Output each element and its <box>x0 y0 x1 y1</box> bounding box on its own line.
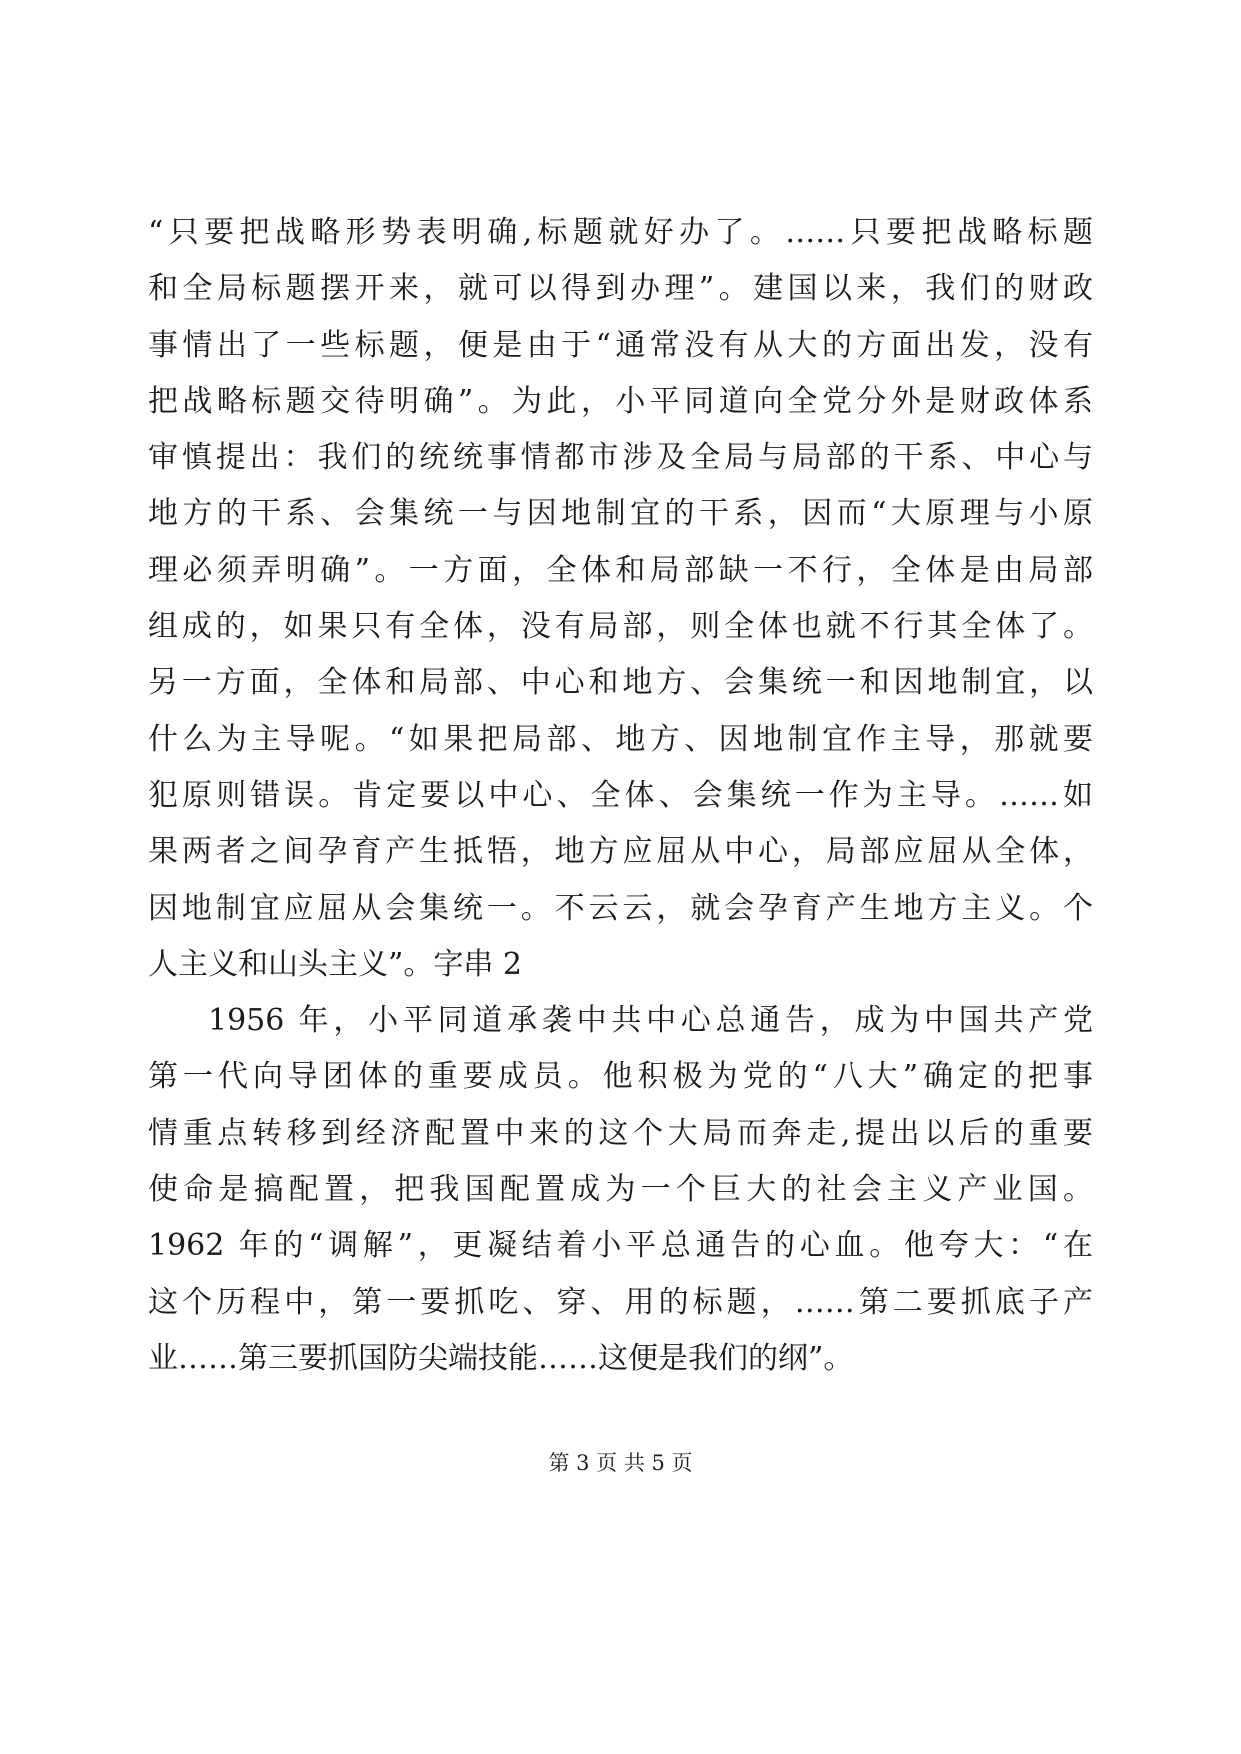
text-line: 犯原则错误。肯定要以中心、全体、会集统一作为主导。……如 <box>148 777 1093 813</box>
text-line: 事情出了一些标题，便是由于“通常没有从大的方面出发，没有 <box>148 327 1093 363</box>
text-line: 把战略标题交待明确”。为此，小平同道向全党分外是财政体系 <box>148 383 1093 419</box>
text-line: 人主义和山头主义”。字串 2 <box>148 946 522 982</box>
text-line: 果两者之间孕育产生抵牾，地方应屈从中心，局部应屈从全体， <box>148 834 1093 870</box>
text-line: 审慎提出：我们的统统事情都市涉及全局与局部的干系、中心与 <box>148 440 1093 476</box>
document-body <box>148 205 1093 1387</box>
text-line: 1962 年的“调解”，更凝结着小平总通告的心血。他夸大：“在 <box>148 1228 1093 1264</box>
page-footer: 第 3 页 共 5 页 <box>548 1451 693 1475</box>
text-line: 第一代向导团体的重要成员。他积极为党的“八大”确定的把事 <box>148 1059 1093 1095</box>
text-line: 情重点转移到经济配置中来的这个大局而奔走,提出以后的重要 <box>148 1115 1093 1151</box>
text-line: 地方的干系、会集统一与因地制宜的干系，因而“大原理与小原 <box>148 496 1093 532</box>
text-line: 和全局标题摆开来，就可以得到办理”。建国以来，我们的财政 <box>148 271 1093 307</box>
paragraph-2 <box>148 993 1093 1387</box>
text-line: 业……第三要抓国防尖端技能……这便是我们的纲”。 <box>148 1340 854 1376</box>
text-line: 这个历程中，第一要抓吃、穿、用的标题，……第二要抓底子产 <box>148 1284 1093 1320</box>
text-line: “只要把战略形势表明确,标题就好办了。……只要把战略标题 <box>148 215 1093 250</box>
text-line: 另一方面，全体和局部、中心和地方、会集统一和因地制宜，以 <box>148 665 1093 701</box>
text-line: 使命是搞配置，把我国配置成为一个巨大的社会主义产业国。 <box>148 1172 1093 1208</box>
text-line: 什么为主导呢。“如果把局部、地方、因地制宜作主导，那就要 <box>148 721 1093 757</box>
text-line: 因地制宜应屈从会集统一。不云云，就会孕育产生地方主义。个 <box>148 890 1093 926</box>
text-line: 组成的，如果只有全体，没有局部，则全体也就不行其全体了。 <box>148 609 1093 645</box>
text-line: 1956 年，小平同道承袭中共中心总通告，成为中国共产党 <box>208 1003 1093 1039</box>
text-line: 理必须弄明确”。一方面，全体和局部缺一不行，全体是由局部 <box>148 552 1093 588</box>
paragraph-1 <box>148 205 1093 993</box>
